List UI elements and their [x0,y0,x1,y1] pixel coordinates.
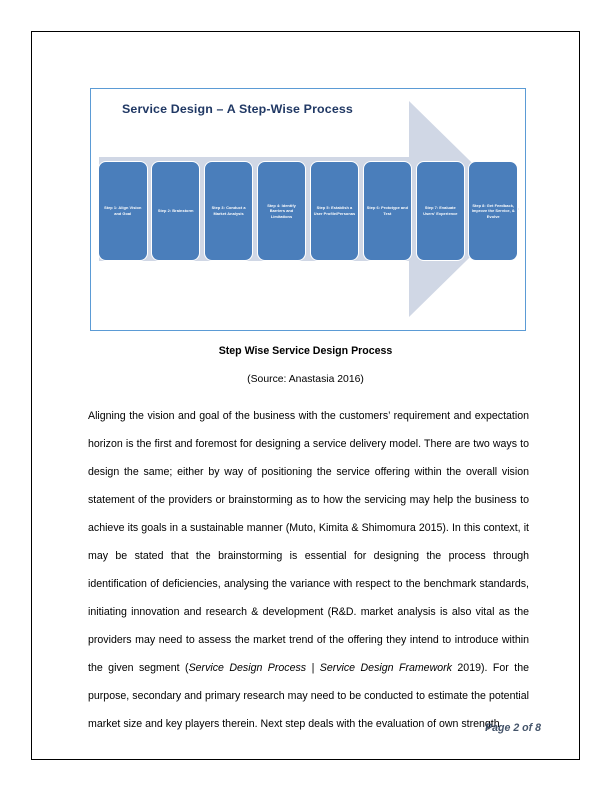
figure-caption-source: (Source: Anastasia 2016) [247,374,364,385]
step-label-7: Step 7: Evaluate Users' Experience [423,205,458,216]
figure-title: Service Design – A Step-Wise Process [122,102,353,116]
process-steps-row [98,161,518,261]
step-box-2[interactable] [151,161,201,261]
step-box-6[interactable] [363,161,413,261]
figure-caption-title: Step Wise Service Design Process [218,345,393,357]
step-box-8[interactable] [468,161,518,261]
step-box-1[interactable] [98,161,148,261]
step-label-2: Step 2: Brainstorm [157,208,194,214]
step-box-4[interactable] [257,161,307,261]
step-box-7[interactable] [416,161,466,261]
body-text-part1: Aligning the vision and goal of the business with the customers’ requirement and expectation horizon is the first and foremost for designing a service delivery model. There are two ways to design the same; either by way of positioning the service offering within the overall vision statement of the providers or brainstorming as to how the servicing may help the business to achieve its goals in a sustainable manner (Muto, Kimita & Shimomura 2015). In this context, it may be stated that the brainstorming is essential for designing the process through identification of deficiencies, analysing the variance with respect to the benchmark standards, initiating innovation and research & development (R&D. market analysis is also vital as the providers may need to assess the market trend of the offering they intend to introduce within the given segment ( [88,410,529,674]
body-citation-italic: Service Design Process | Service Design Framework [188,662,452,674]
step-label-8: Step 8: Get Feedback, Improve the Service, & Evolve [471,202,515,219]
figure-service-design-diagram [90,88,526,331]
body-paragraph [88,402,529,738]
page-number-footer: Page 2 of 8 [485,722,541,734]
step-label-1: Step 1: Align Vision and Goal [104,205,142,216]
step-label-4: Step 4: Identify Barriers and Limitations [267,202,296,219]
step-label-6: Step 6: Prototype and Test [366,205,408,216]
step-label-3: Step 3: Conduct a Market Analysis [211,205,246,216]
step-label-5: Step 5: Establish a User Profile/Personas [313,205,356,216]
step-box-5[interactable] [310,161,360,261]
body-text-part2: 2019). For the purpose, secondary and primary research may need to be conducted to estimate the potential market size and key players therein. Next step deals with the evaluation of own strength [88,662,529,730]
step-box-3[interactable] [204,161,254,261]
